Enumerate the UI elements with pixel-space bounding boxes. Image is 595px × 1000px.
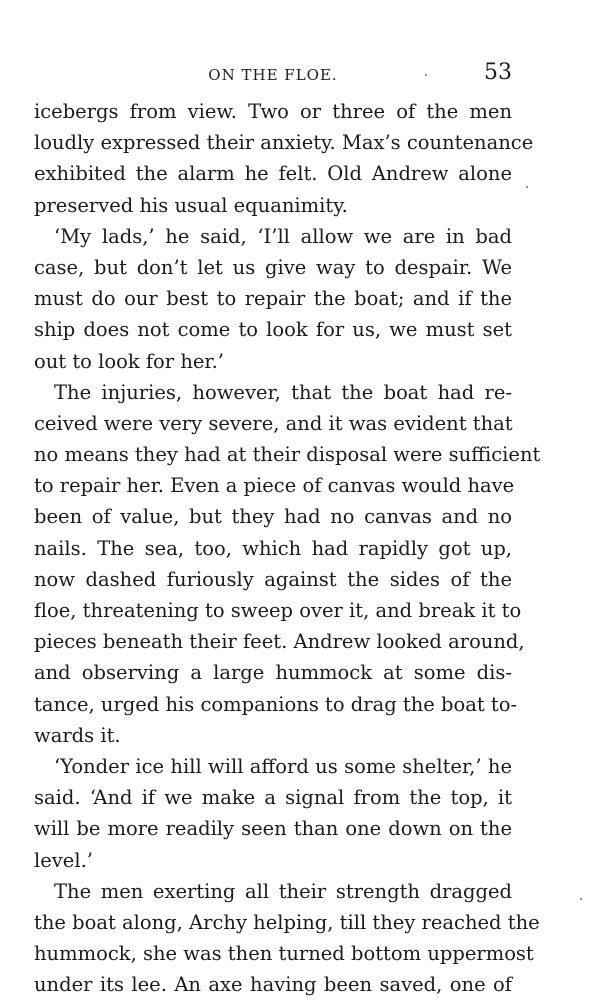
text-line: exhibited the alarm he felt. Old Andrew alone [34, 162, 512, 186]
text-line: under its lee. An axe having been saved, one of [34, 973, 512, 997]
text-line: wards it. [34, 723, 121, 747]
text-line: and observing a large hummock at some dis- [34, 661, 512, 685]
text-line: nails. The sea, too, which had rapidly got up, [34, 536, 512, 560]
text-line: said. ‘And if we make a signal from the top, it [34, 786, 512, 810]
text-line: hummock, she was then turned bottom uppermost [34, 942, 534, 966]
text-line: preserved his usual equanimity. [34, 193, 348, 217]
text-line: ship does not come to look for us, we must set [34, 318, 512, 342]
text-line: ‘My lads,’ he said, ‘I’ll allow we are in bad [54, 224, 512, 248]
paper-speck [580, 898, 582, 900]
paper-speck [425, 74, 427, 76]
text-line: ceived were very severe, and it was evident that [34, 411, 513, 435]
text-line: to repair her. Even a piece of canvas would have [34, 474, 515, 498]
text-line: tance, urged his companions to drag the boat to- [34, 692, 518, 716]
text-line: The men exerting all their strength dragged [54, 879, 512, 903]
text-line: will be more readily seen than one down on the [34, 817, 512, 841]
text-line: loudly expressed their anxiety. Max’s countenance [34, 131, 534, 155]
text-line: The injuries, however, that the boat had re- [54, 380, 512, 404]
page-number: 53 [484, 60, 512, 85]
text-line: ‘Yonder ice hill will afford us some shelter,’ he [54, 754, 512, 778]
text-line: no means they had at their disposal were sufficient [34, 443, 541, 467]
text-line: pieces beneath their feet. Andrew looked around, [34, 630, 525, 654]
text-line: now dashed furiously against the sides of the [34, 567, 512, 591]
text-line: been of value, but they had no canvas and no [34, 505, 512, 529]
text-line: the boat along, Archy helping, till they reached the [34, 910, 540, 934]
text-line: floe, threatening to sweep over it, and break it to [34, 599, 522, 622]
running-head: ON THE FLOE. [208, 66, 338, 84]
body-text [34, 96, 541, 1000]
text-line: case, but don’t let us give way to despair. We [34, 255, 512, 279]
text-line: icebergs from view. Two or three of the men [34, 100, 512, 123]
text-line: must do our best to repair the boat; and if the [34, 287, 512, 311]
text-line: level.’ [34, 848, 93, 872]
text-line: out to look for her.’ [34, 349, 224, 373]
page-header [34, 58, 512, 92]
paper-speck [526, 186, 528, 188]
